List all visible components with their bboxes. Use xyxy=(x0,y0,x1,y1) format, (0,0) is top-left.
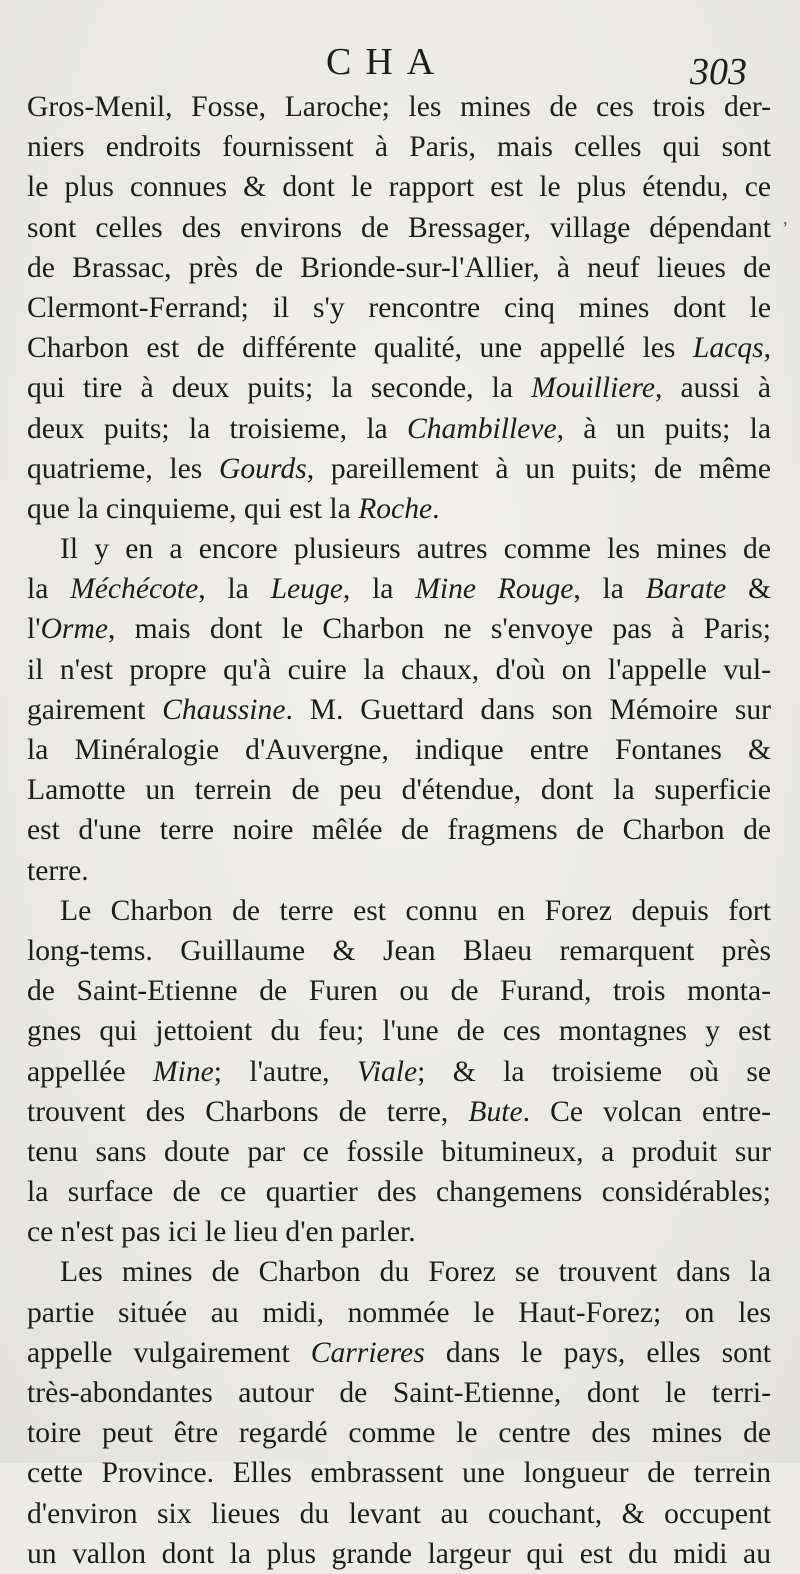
italic-term: Chambilleve xyxy=(407,412,557,445)
text-run: le plus connues & dont le rapport est le plus étendu, ce xyxy=(27,171,771,204)
text-run: Le Charbon de terre est connu en Forez depuis fort xyxy=(60,894,771,927)
text-line xyxy=(27,650,771,690)
text-line xyxy=(27,127,771,167)
italic-term: Orme xyxy=(40,613,108,646)
text-line xyxy=(27,368,771,408)
text-line xyxy=(27,971,771,1011)
text-line xyxy=(27,1212,771,1252)
text-line xyxy=(27,1413,771,1453)
text-line xyxy=(27,1132,771,1172)
italic-term: Méchécote xyxy=(70,573,199,606)
text-run: gairement xyxy=(27,693,163,726)
text-line xyxy=(27,891,771,931)
text-run: niers endroits fournissent à Paris, mais celles qui sont xyxy=(27,131,771,164)
text-run: cette Province. Elles embrassent une longueur de terrein xyxy=(27,1457,771,1490)
text-run: , la xyxy=(198,573,271,606)
italic-term: Leuge xyxy=(270,573,343,606)
page-number: 303 xyxy=(690,51,747,93)
text-line xyxy=(27,208,771,248)
text-line xyxy=(27,328,771,368)
text-line xyxy=(27,931,771,971)
text-run: il n'est propre qu'à cuire la chaux, d'où on l'appelle vul- xyxy=(27,653,771,686)
text-run: . xyxy=(432,492,440,525)
italic-term: Lacqs xyxy=(692,332,764,365)
text-line xyxy=(27,1373,771,1413)
text-run: trouvent des Charbons de terre, xyxy=(27,1095,469,1128)
text-run: appelle vulgairement xyxy=(27,1336,311,1369)
text-line xyxy=(27,1293,771,1333)
text-run: & xyxy=(726,573,771,606)
text-run: sont celles des environs de Bressager, village dépendant xyxy=(27,211,771,244)
text-run: , aussi à xyxy=(655,372,771,405)
text-line xyxy=(27,690,771,730)
text-run: quatrieme, les xyxy=(27,452,220,485)
text-run: d'environ six lieues du levant au couchant, & occupent xyxy=(27,1497,771,1530)
italic-term: Mine xyxy=(152,1055,214,1088)
italic-term: Barate xyxy=(645,573,727,606)
text-run: Charbon est de différente qualité, une appellé les xyxy=(27,332,693,365)
text-run: dans le pays, elles sont xyxy=(424,1336,771,1369)
text-line xyxy=(27,1052,771,1092)
text-run: , pareillement à un puits; de même xyxy=(306,452,771,485)
text-line xyxy=(27,288,771,328)
running-head-title: CHA xyxy=(326,41,449,83)
italic-term: Mine Rouge xyxy=(415,573,574,606)
text-run: , la xyxy=(573,573,646,606)
text-run: , mais dont le Charbon ne s'envoye pas à Paris; xyxy=(107,613,771,646)
text-line xyxy=(27,1252,771,1292)
text-line xyxy=(27,529,771,569)
italic-term: Carrieres xyxy=(310,1336,425,1369)
italic-term: Roche xyxy=(358,492,433,525)
text-line xyxy=(27,489,771,529)
text-line xyxy=(27,770,771,810)
text-run: appellée xyxy=(27,1055,153,1088)
text-line xyxy=(27,409,771,449)
text-line xyxy=(27,569,771,609)
text-run: ; & la troisieme où se xyxy=(417,1055,771,1088)
text-run: Gros-Menil, Fosse, Laroche; les mines de ces trois der- xyxy=(27,91,771,123)
text-run: , la xyxy=(342,573,416,606)
text-run: , à un puits; la xyxy=(556,412,771,445)
text-run: ; l'autre, xyxy=(213,1055,357,1088)
text-line xyxy=(27,851,771,891)
text-run: que la cinquieme, qui est la xyxy=(27,492,359,525)
text-run: qui tire à deux puits; la seconde, la xyxy=(27,372,532,405)
text-run: Lamotte un terrein de peu d'étendue, dont la superficie xyxy=(27,774,771,807)
text-run: l' xyxy=(27,613,41,646)
italic-term: Gourds xyxy=(219,452,307,485)
text-run: terre. xyxy=(27,854,89,887)
text-run: Il y en a encore plusieurs autres comme les mines de xyxy=(60,533,771,566)
italic-term: Viale xyxy=(356,1055,418,1088)
text-run: la Minéralogie d'Auvergne, indique entre Fontanes & xyxy=(27,734,771,766)
text-run: Les mines de Charbon du Forez se trouvent dans la xyxy=(60,1256,771,1289)
text-run: très-abondantes autour de Saint-Etienne, dont le terri- xyxy=(27,1377,771,1409)
text-line xyxy=(27,730,771,770)
text-run: toire peut être regardé comme le centre des mines de xyxy=(27,1417,771,1450)
text-run: . M. Guettard dans son Mémoire sur xyxy=(285,693,771,726)
text-line xyxy=(27,1333,771,1373)
text-line xyxy=(27,1011,771,1051)
text-run: un vallon dont la plus grande largeur qui est du midi au xyxy=(27,1537,771,1570)
text-line xyxy=(27,1092,771,1132)
text-run: partie située au midi, nommée le Haut-Forez; on les xyxy=(27,1296,771,1329)
text-run: , xyxy=(763,332,771,365)
text-line xyxy=(27,449,771,489)
text-run: . Ce volcan entre- xyxy=(522,1095,771,1128)
text-run: ce n'est pas ici le lieu d'en parler. xyxy=(27,1216,416,1249)
body-text xyxy=(27,87,771,1574)
text-line xyxy=(27,1494,771,1534)
text-run: deux puits; la troisieme, la xyxy=(27,412,407,445)
text-line xyxy=(27,810,771,850)
text-run: est d'une terre noire mêlée de fragmens de Charbon de xyxy=(27,814,771,847)
text-line xyxy=(27,1453,771,1493)
text-line xyxy=(27,1534,771,1574)
text-line xyxy=(27,609,771,649)
text-line xyxy=(27,87,771,127)
margin-mark: , xyxy=(783,208,788,228)
text-run: tenu sans doute par ce fossile bitumineux, a produit sur xyxy=(27,1135,771,1168)
italic-term: Chaussine xyxy=(162,693,286,726)
text-run: la surface de ce quartier des changemens considérables; xyxy=(27,1176,771,1209)
text-run: Clermont-Ferrand; il s'y rencontre cinq mines dont le xyxy=(27,291,771,324)
text-run: de Saint-Etienne de Furen ou de Furand, trois monta- xyxy=(27,975,771,1008)
text-run: la xyxy=(27,573,71,606)
text-line xyxy=(27,1172,771,1212)
italic-term: Mouilliere xyxy=(531,372,655,405)
text-run: de Brassac, près de Brionde-sur-l'Allier, à neuf lieues de xyxy=(27,251,771,284)
italic-term: Bute xyxy=(468,1095,523,1128)
text-run: gnes qui jettoient du feu; l'une de ces montagnes y est xyxy=(27,1015,771,1048)
text-run: long-tems. Guillaume & Jean Blaeu remarquent près xyxy=(27,934,771,967)
text-line xyxy=(27,167,771,207)
text-line xyxy=(27,248,771,288)
